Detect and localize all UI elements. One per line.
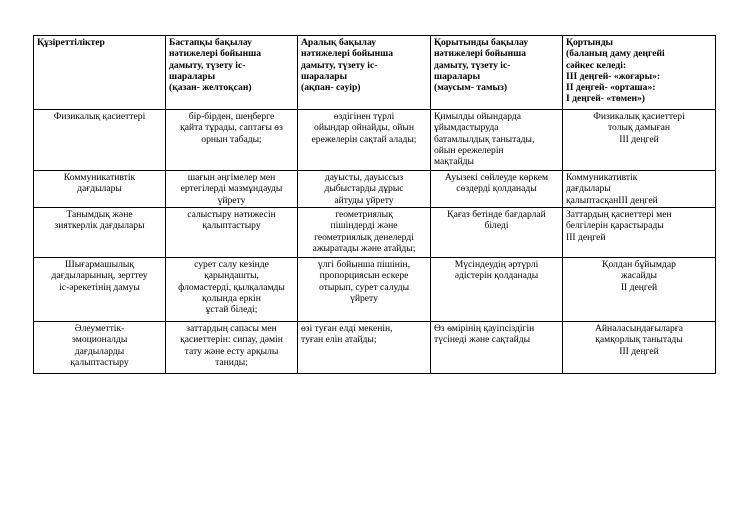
header-conclusion — [563, 36, 716, 110]
cell-line: заттардың сапасы мен — [186, 323, 277, 334]
row-label-line: іс-әрекетінің дамуы — [59, 281, 140, 293]
cell-line: әдістерін қолданады — [454, 270, 539, 282]
header-line: дамыту, түзету іс- — [434, 59, 511, 71]
header-line: ІІІ деңгей- «жоғары»: — [566, 70, 661, 82]
cell-line: дыбыстарды дұрыс — [324, 183, 404, 195]
cell-line: сурет салу кезінде — [194, 259, 269, 270]
cell-line: біледі — [484, 220, 509, 232]
cell-line: Айналасындағыларға — [595, 323, 683, 334]
cell-line: Ауызекі сөйлеуде көркем — [444, 172, 549, 183]
cell-line: геометриялық денелерді — [314, 231, 414, 243]
cell-line: туған елін атайды; — [301, 334, 377, 346]
header-line: (маусым- тамыз) — [434, 82, 508, 94]
initial-cell — [166, 110, 298, 171]
row-label — [34, 110, 166, 171]
cell-line: ІІІ деңгей — [619, 133, 659, 145]
cell-line: Заттардың қасиеттері мен — [566, 209, 672, 220]
header-line: ІІ деңгей- «орташа»: — [566, 82, 656, 94]
intermediate-cell — [298, 110, 431, 171]
table-row-communicative — [34, 171, 716, 208]
cell-line: шағын әңгімелер мен — [187, 172, 276, 183]
header-final-control — [431, 36, 563, 110]
header-intermediate-control — [298, 36, 431, 110]
header-line: шаралары — [169, 70, 216, 82]
conclusion-cell — [563, 258, 716, 322]
intermediate-cell — [298, 322, 431, 374]
header-line: нәтижелері бойынша — [169, 48, 262, 60]
cell-line: орнын табады; — [201, 133, 262, 145]
cell-line: сөздерді қолданады — [456, 183, 537, 195]
table-row-creative — [34, 258, 716, 322]
cell-line: үйрету — [217, 194, 246, 206]
cell-line: Физикалық қасиеттері — [593, 111, 685, 122]
final-cell — [431, 110, 563, 171]
cell-line: ІІІ деңгей — [619, 345, 659, 357]
cell-line: ұйымдастыруда — [434, 122, 499, 134]
cell-line: Қимылды ойындарда — [434, 111, 522, 122]
conclusion-cell — [563, 322, 716, 374]
conclusion-cell — [563, 171, 716, 208]
cell-line: отырып, сурет салуды — [318, 281, 410, 293]
cell-line: қалыптастыру — [202, 220, 261, 232]
conclusion-cell — [563, 110, 716, 171]
cell-line: қасиеттерін: сипау, дәмін — [180, 334, 283, 346]
cell-line: Қағаз бетінде бағдарлай — [447, 209, 546, 220]
cell-line: түсінеді және сақтайды — [434, 334, 531, 346]
final-cell — [431, 171, 563, 208]
row-label — [34, 322, 166, 374]
header-line: (қазан- желтоқсан) — [169, 82, 252, 94]
cell-line: өзі туған елді мекенін, — [301, 323, 393, 334]
initial-cell — [166, 258, 298, 322]
row-label-line: Коммуникативтік — [63, 172, 136, 183]
cell-line: Мүсіндеудің әртүрлі — [454, 259, 539, 270]
header-line: дамыту, түзету іс- — [169, 59, 246, 71]
header-line: Бастапқы бақылау — [169, 37, 252, 48]
header-line: нәтижелері бойынша — [301, 48, 394, 60]
header-line: шаралары — [301, 70, 348, 82]
cell-line: Өз өмірінің қауіпсіздігін — [434, 323, 535, 334]
cell-line: ұстай біледі; — [205, 304, 258, 316]
cell-line: мақтайды — [434, 156, 474, 168]
cell-line: үйрету — [350, 292, 378, 304]
cell-line: белгілерін қарастырады — [566, 220, 664, 232]
header-line: Аралық бақылау — [301, 37, 377, 48]
cell-line: қамқорлық танытады — [595, 334, 683, 346]
final-cell — [431, 208, 563, 258]
cell-line: тату және есту арқылы — [184, 345, 279, 357]
initial-cell — [166, 171, 298, 208]
cell-line: пропорциясын ескере — [319, 270, 409, 282]
cell-line: ертегілерді мазмұндауды — [180, 183, 283, 195]
cell-line: таниды; — [215, 356, 248, 368]
cell-line: фломастерді, қылқаламды — [178, 281, 285, 293]
row-label-line: дағдылары — [77, 183, 122, 195]
cell-line: ажыратады және атайды; — [312, 242, 416, 254]
row-label-line: эмоционалды — [71, 334, 128, 346]
row-label — [34, 208, 166, 258]
cell-line: дауысты, дауыссыз — [324, 172, 404, 183]
cell-line: қайта тұрады, саптағы өз — [180, 122, 283, 134]
cell-line: ІІІ деңгей — [566, 231, 606, 243]
row-label-line: дағдыларды — [74, 345, 125, 357]
intermediate-cell — [298, 208, 431, 258]
cell-line: пішіндерді және — [330, 220, 398, 232]
header-competencies: Құзіреттіліктер — [34, 36, 166, 110]
cell-line: үлгі бойынша пішінін, — [317, 259, 411, 270]
cell-line: ережелерін сақтай алады; — [311, 133, 417, 145]
cell-line: ойын ережелерін — [434, 144, 504, 156]
final-cell — [431, 322, 563, 374]
row-label-line: зияткерлік дағдылары — [54, 220, 145, 232]
row-label-line: Танымдық және — [66, 209, 133, 220]
header-line: шаралары — [434, 70, 481, 82]
cell-line: айтуды үйрету — [334, 194, 394, 206]
cell-line: салыстыру нәтижесін — [187, 209, 276, 220]
cell-line: өздігінен түрлі — [333, 111, 395, 122]
table-row-cognitive — [34, 208, 716, 258]
header-line: Қортынды — [566, 37, 614, 48]
cell-line: қалыптасқанІІІ деңгей — [566, 194, 658, 206]
header-line: Қорытынды бақылау — [434, 37, 529, 48]
cell-line: бір-бірден, шеңберге — [188, 111, 275, 122]
cell-line: дағдылары — [566, 183, 611, 195]
cell-line: толық дамыған — [607, 122, 670, 134]
row-label — [34, 171, 166, 208]
initial-cell — [166, 322, 298, 374]
cell-line: қолында еркін — [202, 292, 261, 304]
cell-line: ІІ деңгей — [620, 281, 658, 293]
cell-line: батамлылдық танытады, — [434, 133, 535, 145]
header-line: І деңгей- «төмен») — [566, 93, 645, 105]
header-line: (баланың даму деңгейі — [566, 48, 665, 60]
cell-line: Қолдан бұйымдар — [602, 259, 676, 270]
development-table — [33, 35, 716, 374]
header-line: нәтижелері бойынша — [434, 48, 527, 60]
row-label-line: Әлеуметтік- — [74, 323, 125, 334]
initial-cell — [166, 208, 298, 258]
intermediate-cell — [298, 171, 431, 208]
final-cell — [431, 258, 563, 322]
table-row-social-emotional — [34, 322, 716, 374]
table-row-physical — [34, 110, 716, 171]
cell-line: қарындашты, — [204, 270, 259, 282]
cell-line: геометриялық — [335, 209, 393, 220]
row-label — [34, 258, 166, 322]
header-line: (ақпан- сәуір) — [301, 82, 361, 94]
row-label-line: қалыптастыру — [70, 356, 129, 368]
cell-line: Коммуникативтік — [566, 172, 638, 183]
intermediate-cell — [298, 258, 431, 322]
header-line: дамыту, түзету іс- — [301, 59, 378, 71]
header-row — [34, 36, 716, 110]
row-label-line: дағдыларының, зерттеу — [51, 270, 148, 282]
header-line: сәйкес келеді: — [566, 59, 627, 71]
cell-line: ойындар ойнайды, ойын — [314, 122, 414, 134]
row-label-line: Шығармашылық — [65, 259, 134, 270]
header-initial-control — [166, 36, 298, 110]
cell-line: жасайды — [621, 270, 657, 282]
conclusion-cell — [563, 208, 716, 258]
row-label-line: Физикалық қасиеттері — [53, 111, 146, 122]
